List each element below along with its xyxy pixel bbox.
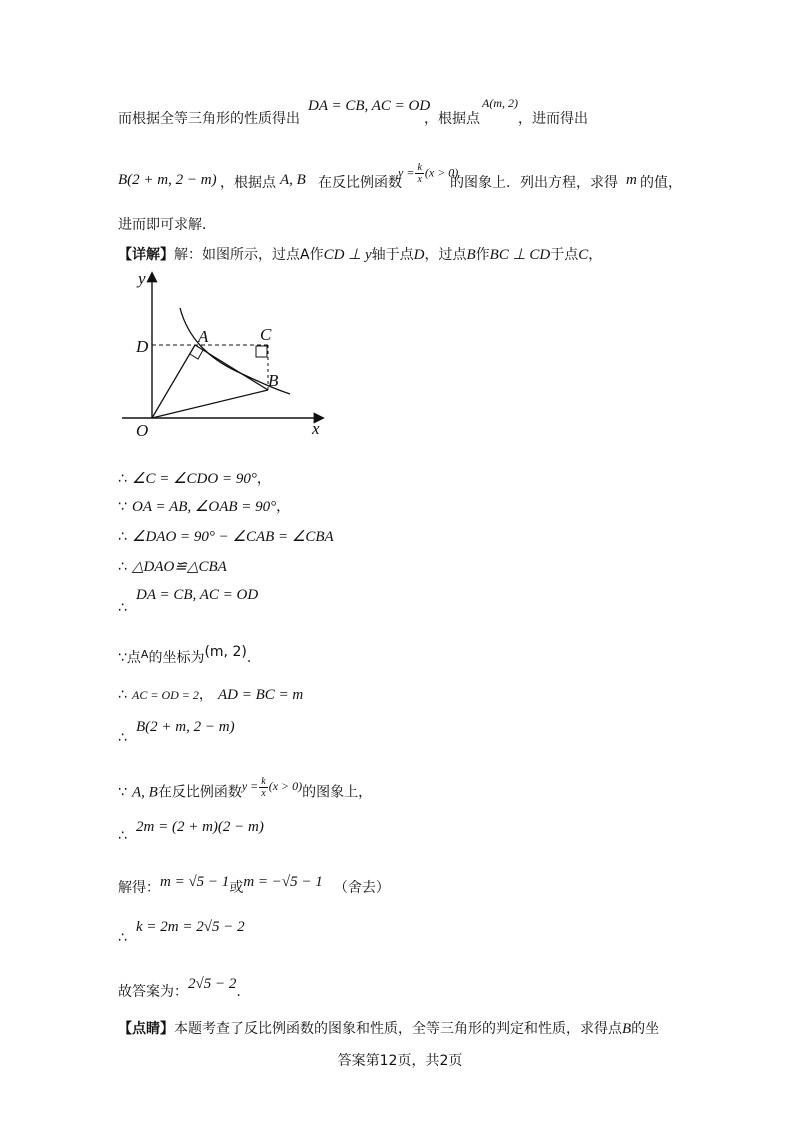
label-d: D xyxy=(136,337,149,356)
intro-text: ，进而得出 xyxy=(518,111,588,127)
step-8-sym: ∴ xyxy=(118,730,127,746)
intro-text: 的值， xyxy=(640,175,682,191)
math-m: m xyxy=(626,172,637,188)
detail-line: 【详解】解：如图所示，过点A作CD ⊥ y轴于点D，过点B作BC ⊥ CD于点C， xyxy=(118,247,603,263)
comment-tag: 【点睛】 xyxy=(118,1021,174,1037)
step-8-math: B(2 + m, 2 − m) xyxy=(136,719,235,735)
step-4: ∴ △DAO≌△CBA xyxy=(118,559,227,575)
segment-ab xyxy=(195,345,268,390)
math-function: y = $\frac{k}{x}$ (x > 0) xyxy=(398,162,459,185)
math-point-a: A(m, 2) xyxy=(482,96,518,110)
math-ab: A, B xyxy=(280,172,306,188)
segment-oa xyxy=(152,345,195,418)
label-c: C xyxy=(260,325,272,344)
step-12-sym: ∴ xyxy=(118,930,127,946)
label-x: x xyxy=(312,419,320,438)
step-7: ∴ AC = OD = 2， AD = BC = m xyxy=(118,687,304,703)
right-angle-c xyxy=(256,346,267,357)
step-10-math: 2m = (2 + m)(2 − m) xyxy=(136,819,264,835)
intro-text: 进而即可求解． xyxy=(118,217,216,233)
step-3: ∴ ∠DAO = 90° − ∠CAB = ∠CBA xyxy=(118,529,334,545)
detail-tag: 【详解】 xyxy=(118,247,174,263)
step-1: ∴ ∠C = ∠CDO = 90°， xyxy=(118,471,271,487)
comment-line: 【点睛】本题考查了反比例函数的图象和性质，全等三角形的判定和性质，求得点B的坐 xyxy=(118,1021,660,1037)
label-b: B xyxy=(268,371,279,390)
label-o: O xyxy=(136,421,149,440)
intro-text: 的图象上．列出方程，求得 xyxy=(450,175,618,191)
step-9: ∵ A, B在反比例函数$^{y = \frac{k}{x} (x > 0)}$的图象上， xyxy=(118,776,373,801)
label-a: A xyxy=(198,327,209,346)
intro-text: 在反比例函数 xyxy=(318,175,402,191)
step-12-math: k = 2m = 2√5 − 2 xyxy=(136,919,245,935)
geometry-figure xyxy=(118,268,338,448)
step-5-math: DA = CB, AC = OD xyxy=(136,587,259,603)
intro-text: ，根据点 xyxy=(220,175,276,191)
step-11: 解得：m = √5 − 1或m = −√5 − 1 （舍去） xyxy=(118,874,390,896)
segment-ob xyxy=(152,390,268,418)
step-6: ∵点$^A$的坐标为(m, 2). xyxy=(118,644,252,666)
step-10-sym: ∴ xyxy=(118,828,127,844)
intro-text: ，根据点 xyxy=(424,111,480,127)
label-y: y xyxy=(138,269,146,288)
step-5-sym: ∴ xyxy=(118,600,127,616)
math-point-b: B(2 + m, 2 − m) xyxy=(118,172,217,188)
answer-line: 故答案为：2√5 − 2. xyxy=(118,976,241,1000)
step-2: ∵ OA = AB, ∠OAB = 90°， xyxy=(118,499,291,515)
math-da-cb: DA = CB, AC = OD xyxy=(308,98,431,114)
intro-line-1 xyxy=(118,108,300,128)
intro-text: 而根据全等三角形的性质得出 xyxy=(118,111,300,127)
page-footer: 答案第12页，共2页 xyxy=(337,1053,463,1069)
